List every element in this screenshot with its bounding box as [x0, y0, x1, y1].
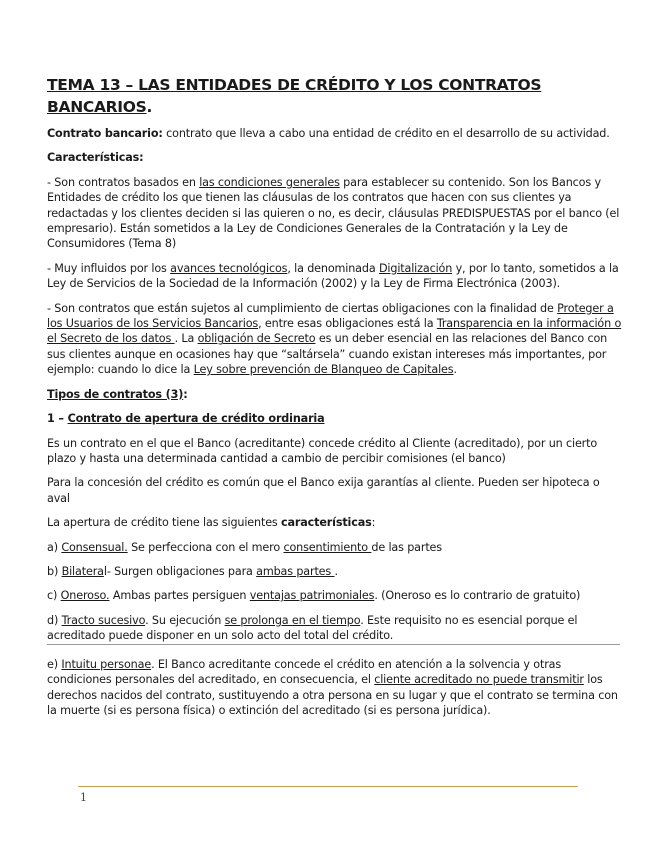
p2-a: - Muy influidos por los [47, 261, 171, 275]
list-e-underline: cliente acreditado no puede transmitir [374, 673, 584, 687]
section-divider [47, 644, 620, 645]
list-b-post: . [334, 564, 338, 578]
list-c-post: . (Oneroso es lo contrario de gratuito) [374, 589, 581, 603]
paragraph-caracteristicas-intro [47, 515, 622, 530]
p2-c: y, por lo tanto, sometidos a la Ley de Servicios de la Sociedad de la Información (2002) y la Ley de Firma Electrónica (2003). [47, 261, 619, 291]
list-c-mid: Ambas partes persiguen [109, 589, 250, 603]
list-d-post: . Este requisito no es esencial porque el acreditado puede disponer en un solo acto del total del crédito. [47, 613, 578, 643]
p6-c: : [371, 516, 376, 530]
caracteristicas-heading-text: Características: [47, 151, 144, 165]
tipos-heading [47, 387, 622, 402]
list-a-mid: Se perfecciona con el mero [127, 540, 284, 554]
list-c-underline: ventajas patrimoniales [249, 589, 375, 603]
list-e-term: Intuitu personae [61, 658, 152, 671]
intro-text: contrato que lleva a cabo una entidad de crédito en el desarrollo de su actividad. [162, 127, 610, 140]
footer-rule [78, 786, 578, 787]
list-b-pre: b) [47, 564, 62, 578]
subheading-apertura [47, 411, 622, 426]
p1-b: para establecer su contenido. Son los Bancos y Entidades de crédito los que tienen las cláusulas de los contratos que hacen con sus clientes ya redactadas y los clientes deciden si las quieren o no, es decir, cláusulas PREDISPUESTAS por el banco (el empresario). Están sometidos a la Ley de Condiciones Generales de la Contratación y la Ley de Consumidores (Tema 8) [47, 175, 620, 251]
list-d-underline: se prolonga en el tiempo [224, 613, 361, 627]
p3-underline-4: Ley sobre prevención de Blanqueo de Capitales [193, 363, 454, 377]
list-d-term: Tracto sucesivo [61, 613, 146, 627]
list-d-mid: . Su ejecución [145, 613, 225, 627]
tipos-heading-text: Tipos de contratos (3) [47, 387, 184, 401]
list-e-pre: e) [47, 658, 62, 671]
subheading-text: Contrato de apertura de crédito ordinaria [67, 412, 325, 426]
list-a-pre: a) [47, 540, 62, 554]
list-item-a [47, 540, 622, 555]
document-title [47, 74, 622, 118]
p3-underline-3: obligación de Secreto [197, 332, 316, 346]
subheading-number: 1 – [47, 412, 68, 426]
paragraph-garantias: Para la concesión del crédito es común que el Banco exija garantías al cliente. Pueden ser hipoteca o aval [47, 476, 600, 505]
paragraph-tecnologia [47, 261, 622, 292]
list-item-c [47, 588, 622, 603]
list-e-post: los derechos nacidos del contrato, sustituyendo a otra persona en su lugar y que el contrato se termina con la muerte (si es persona física) o extinción del acreditado (si es persona jurídica). [47, 673, 618, 718]
list-a-underline: consentimiento [283, 540, 372, 554]
p2-b: , la denominada [287, 261, 379, 275]
p3-a: - Son contratos que están sujetos al cumplimiento de ciertas obligaciones con la finalidad de [47, 301, 558, 315]
list-item-d [47, 613, 622, 644]
p6-bold: características [281, 516, 372, 530]
list-e-mid: . El Banco acreditante concede el crédito en atención a la solvencia y otras condiciones personales del acreditado, en consecuencia, el [47, 658, 562, 687]
p3-c: . La [174, 332, 198, 346]
list-item-b [47, 564, 622, 579]
p3-e: . [453, 363, 457, 377]
list-b-mid: l- Surgen obligaciones para [103, 564, 257, 578]
list-d-pre: d) [47, 613, 62, 627]
page-number: 1 [80, 791, 87, 804]
intro-label: Contrato bancario: [47, 127, 163, 140]
document-body [47, 74, 622, 653]
p1-underline: las condiciones generales [199, 175, 340, 189]
tipos-heading-colon: : [183, 387, 188, 401]
list-b-term: Bilatera [61, 564, 104, 578]
title-line-1: TEMA 13 – LAS ENTIDADES DE CRÉDITO Y LOS CONTRATOS [47, 76, 542, 94]
p3-underline-2: Transparencia en la información o el Secreto de los datos [47, 317, 622, 346]
paragraph-definicion: Es un contrato en el que el Banco (acreditante) concede crédito al Cliente (acreditado), por un cierto plazo y hasta una determinada cantidad a cambio de percibir comisiones (el banco) [47, 436, 598, 465]
p3-b: , entre esas obligaciones está la [258, 317, 437, 331]
paragraph-obligaciones [47, 301, 622, 378]
title-line-2: BANCARIOS [47, 98, 147, 116]
list-b-underline: ambas partes [256, 564, 335, 578]
list-a-term: Consensual. [61, 540, 128, 554]
p2-underline-1: avances tecnológicos [170, 261, 288, 275]
list-c-pre: c) [47, 589, 61, 603]
list-item-e [47, 657, 622, 719]
list-c-term: Oneroso. [60, 589, 110, 603]
document-body-continued [47, 657, 622, 728]
p3-underline-1: Proteger a los Usuarios de los Servicios Bancarios [47, 301, 614, 331]
p6-a: La apertura de crédito tiene las siguientes [47, 516, 282, 530]
p2-underline-2: Digitalización [378, 261, 453, 275]
paragraph-condiciones [47, 175, 622, 252]
intro-paragraph [47, 126, 622, 141]
caracteristicas-heading [47, 150, 622, 165]
p1-a: - Son contratos basados en [47, 175, 200, 189]
title-dot: . [146, 98, 153, 116]
p3-d: es un deber esencial en las relaciones del Banco con sus clientes aunque en ocasiones hay que “saltársela” cuando existan intereses más importantes, por ejemplo: cuando lo dice la [47, 332, 608, 377]
list-a-post: de las partes [371, 540, 442, 554]
